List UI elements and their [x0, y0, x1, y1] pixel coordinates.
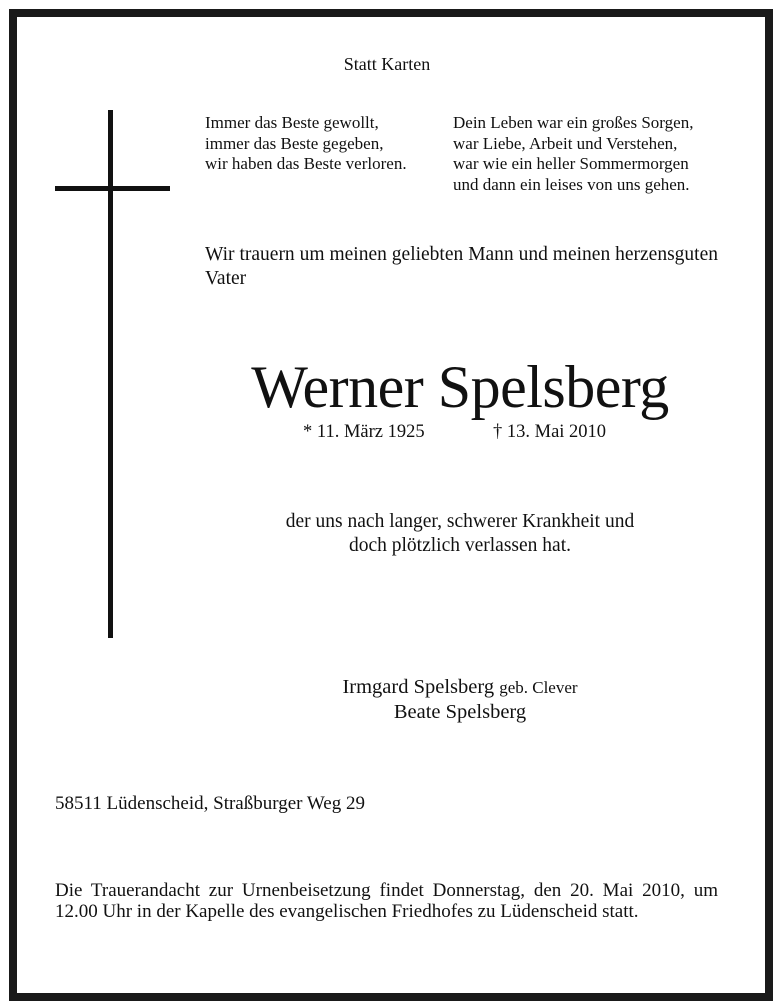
- poem-right-line: Dein Leben war ein großes Sorgen,: [453, 113, 694, 132]
- poem-left-line: wir haben das Beste verloren.: [205, 154, 407, 173]
- signer-name: Irmgard Spelsberg: [342, 676, 495, 698]
- poem-right: [453, 113, 743, 195]
- birth-date: * 11. März 1925: [303, 422, 425, 442]
- poem-left-line: Immer das Beste gewollt,: [205, 113, 379, 132]
- death-date: † 13. Mai 2010: [493, 422, 607, 442]
- signer-note: geb. Clever: [499, 678, 578, 697]
- message: [200, 510, 720, 558]
- funeral-notice: Die Trauerandacht zur Urnenbeisetzung findet Donnerstag, den 20. Mai 2010, um 12.00 Uhr in der Kapelle des evangelischen Friedhofes zu Lüdenscheid statt.: [55, 880, 718, 922]
- poem-left-line: immer das Beste gegeben,: [205, 133, 384, 153]
- signers: [200, 675, 720, 725]
- signer-name: Beate Spelsberg: [393, 701, 527, 723]
- intro-text: Wir trauern um meinen geliebten Mann und meinen herzensguten Vater: [205, 244, 718, 289]
- message-line: doch plötzlich verlassen hat.: [348, 535, 571, 556]
- address: 58511 Lüdenscheid, Straßburger Weg 29: [55, 793, 365, 814]
- deceased-name: Werner Spelsberg: [251, 354, 669, 420]
- poem-left: [205, 113, 445, 175]
- signer-1: [200, 675, 720, 700]
- poem-right-line: und dann ein leises von uns gehen.: [453, 174, 690, 194]
- poem-right-line: war wie ein heller Sommermorgen: [453, 154, 689, 173]
- poem-right-line: war Liebe, Arbeit und Verstehen,: [453, 133, 678, 153]
- cross-horizontal-bar: [55, 186, 170, 191]
- message-line: der uns nach langer, schwerer Krankheit und: [285, 511, 635, 532]
- signer-2: [200, 700, 720, 725]
- header-statt-karten: Statt Karten: [343, 54, 431, 74]
